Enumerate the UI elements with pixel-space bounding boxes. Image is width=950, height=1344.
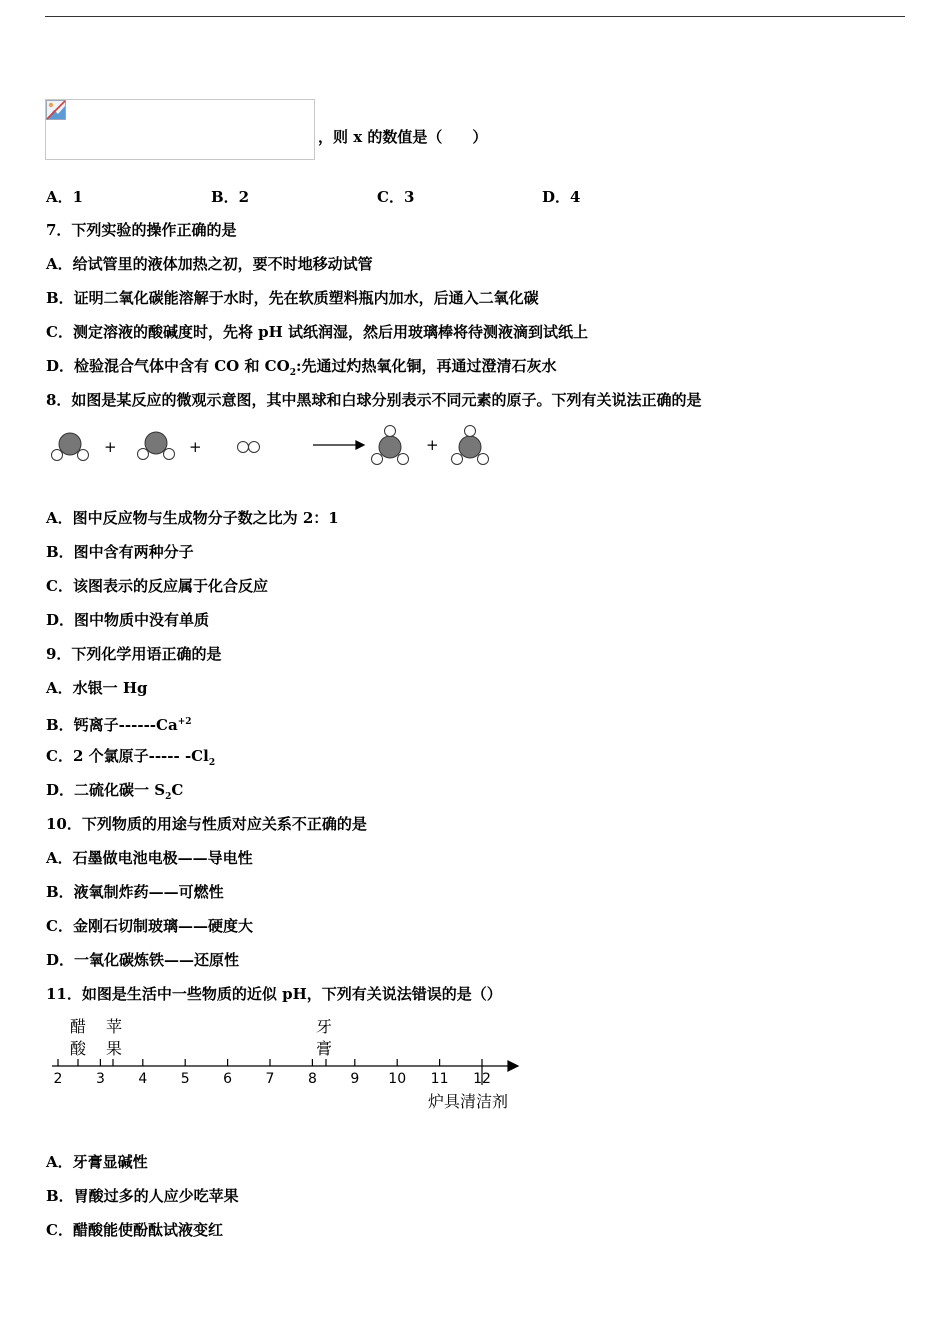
ph-tick-label-3: 3: [95, 1071, 105, 1087]
q8-option-b: B．图中含有两种分子: [46, 543, 194, 561]
q10-option-d: D．一氧化碳炼铁——还原性: [46, 951, 240, 969]
q6-option-a: A．1: [46, 188, 84, 206]
q8-option-d: D．图中物质中没有单质: [46, 611, 210, 629]
q6-option-d: D．4: [542, 188, 581, 206]
q8-option-c: C．该图表示的反应属于化合反应: [46, 577, 268, 595]
q10-stem: 10．下列物质的用途与性质对应关系不正确的是: [46, 815, 367, 833]
product-molecule-2: [452, 426, 489, 465]
q9-option-a: A．水银一 Hg: [46, 679, 148, 697]
plus-sign-3: +: [426, 436, 439, 454]
q11-option-b: B．胃酸过多的人应少吃苹果: [46, 1187, 239, 1205]
q7-option-c: C．测定溶液的酸碱度时，先将 pH 试纸润湿，然后用玻璃棒将待测液滴到试纸上: [46, 323, 589, 341]
ph-scale-diagram: [40, 1010, 530, 1120]
label-apple-2: 果: [106, 1039, 123, 1058]
q8-option-a: A．图中反应物与生成物分子数之比为 2：1: [46, 509, 339, 527]
reactant-molecule-2: [138, 432, 175, 460]
q6-option-c: C．3: [377, 188, 415, 206]
q7-option-d: D．检验混合气体中含有 CO 和 $CO_2$:先通过灼热氧化铜，再通过澄清石灰水: [46, 357, 557, 378]
q10-option-a: A．石墨做电池电极——导电性: [46, 849, 253, 867]
broken-image-icon: [46, 100, 66, 120]
ph-tick-label-5: 5: [180, 1071, 190, 1087]
q6-option-b: B．2: [211, 188, 250, 206]
reactant-molecule-3: [238, 442, 260, 453]
label-cleaner: 炉具清洁剂: [428, 1092, 509, 1111]
ph-tick-label-8: 8: [307, 1071, 317, 1087]
label-toothpaste-2: 膏: [316, 1039, 333, 1058]
product-molecule-1: [372, 426, 409, 465]
label-vinegar-1: 醋: [70, 1017, 87, 1036]
ph-tick-label-11: 11: [430, 1071, 449, 1087]
q9-option-d: D．二硫化碳一 $S_2C$: [46, 781, 184, 802]
ph-tick-label-12: 12: [473, 1071, 491, 1087]
q11-stem: 11．如图是生活中一些物质的近似 pH，下列有关说法错误的是（）: [46, 985, 502, 1003]
label-apple-1: 苹: [106, 1017, 123, 1036]
ph-tick-label-10: 10: [388, 1071, 407, 1087]
plus-sign-2: +: [189, 438, 202, 456]
reaction-arrow: [313, 441, 364, 449]
broken-image-placeholder: [45, 99, 315, 160]
ph-tick-label-7: 7: [265, 1071, 275, 1087]
label-vinegar-2: 酸: [70, 1039, 87, 1058]
q10-option-b: B．液氧制炸药——可燃性: [46, 883, 224, 901]
q8-stem: 8．如图是某反应的微观示意图，其中黑球和白球分别表示不同元素的原子。下列有关说法正确的是: [46, 391, 702, 409]
q9-option-c: C．2 个氯原子----- $-Cl_2$: [46, 747, 216, 768]
label-toothpaste-1: 牙: [316, 1017, 333, 1036]
q7-option-a: A．给试管里的液体加热之初，要不时地移动试管: [46, 255, 373, 273]
ph-tick-label-2: 2: [53, 1071, 63, 1087]
q7-stem: 7．下列实验的操作正确的是: [46, 221, 237, 239]
plus-sign-1: +: [104, 438, 117, 456]
ph-tick-label-4: 4: [138, 1071, 148, 1087]
q6-stem-suffix: ，则 x 的数值是（ ）: [318, 128, 488, 146]
q11-option-c: C．醋酸能使酚酞试液变红: [46, 1221, 223, 1239]
q11-option-a: A．牙膏显碱性: [46, 1153, 148, 1171]
ph-axis-arrow: [508, 1061, 518, 1071]
ph-tick-label-6: 6: [223, 1071, 233, 1087]
ph-tick-label-9: 9: [350, 1071, 360, 1087]
q7-option-b: B．证明二氧化碳能溶解于水时，先在软质塑料瓶内加水，后通入二氧化碳: [46, 289, 539, 307]
q10-option-c: C．金刚石切制玻璃——硬度大: [46, 917, 253, 935]
header-rule: [45, 16, 905, 17]
q9-option-b: B．钙离子$------Ca^{+2}$: [46, 716, 192, 734]
reactant-molecule-1: [52, 433, 89, 461]
reaction-diagram: [40, 418, 510, 474]
q9-stem: 9．下列化学用语正确的是: [46, 645, 222, 663]
